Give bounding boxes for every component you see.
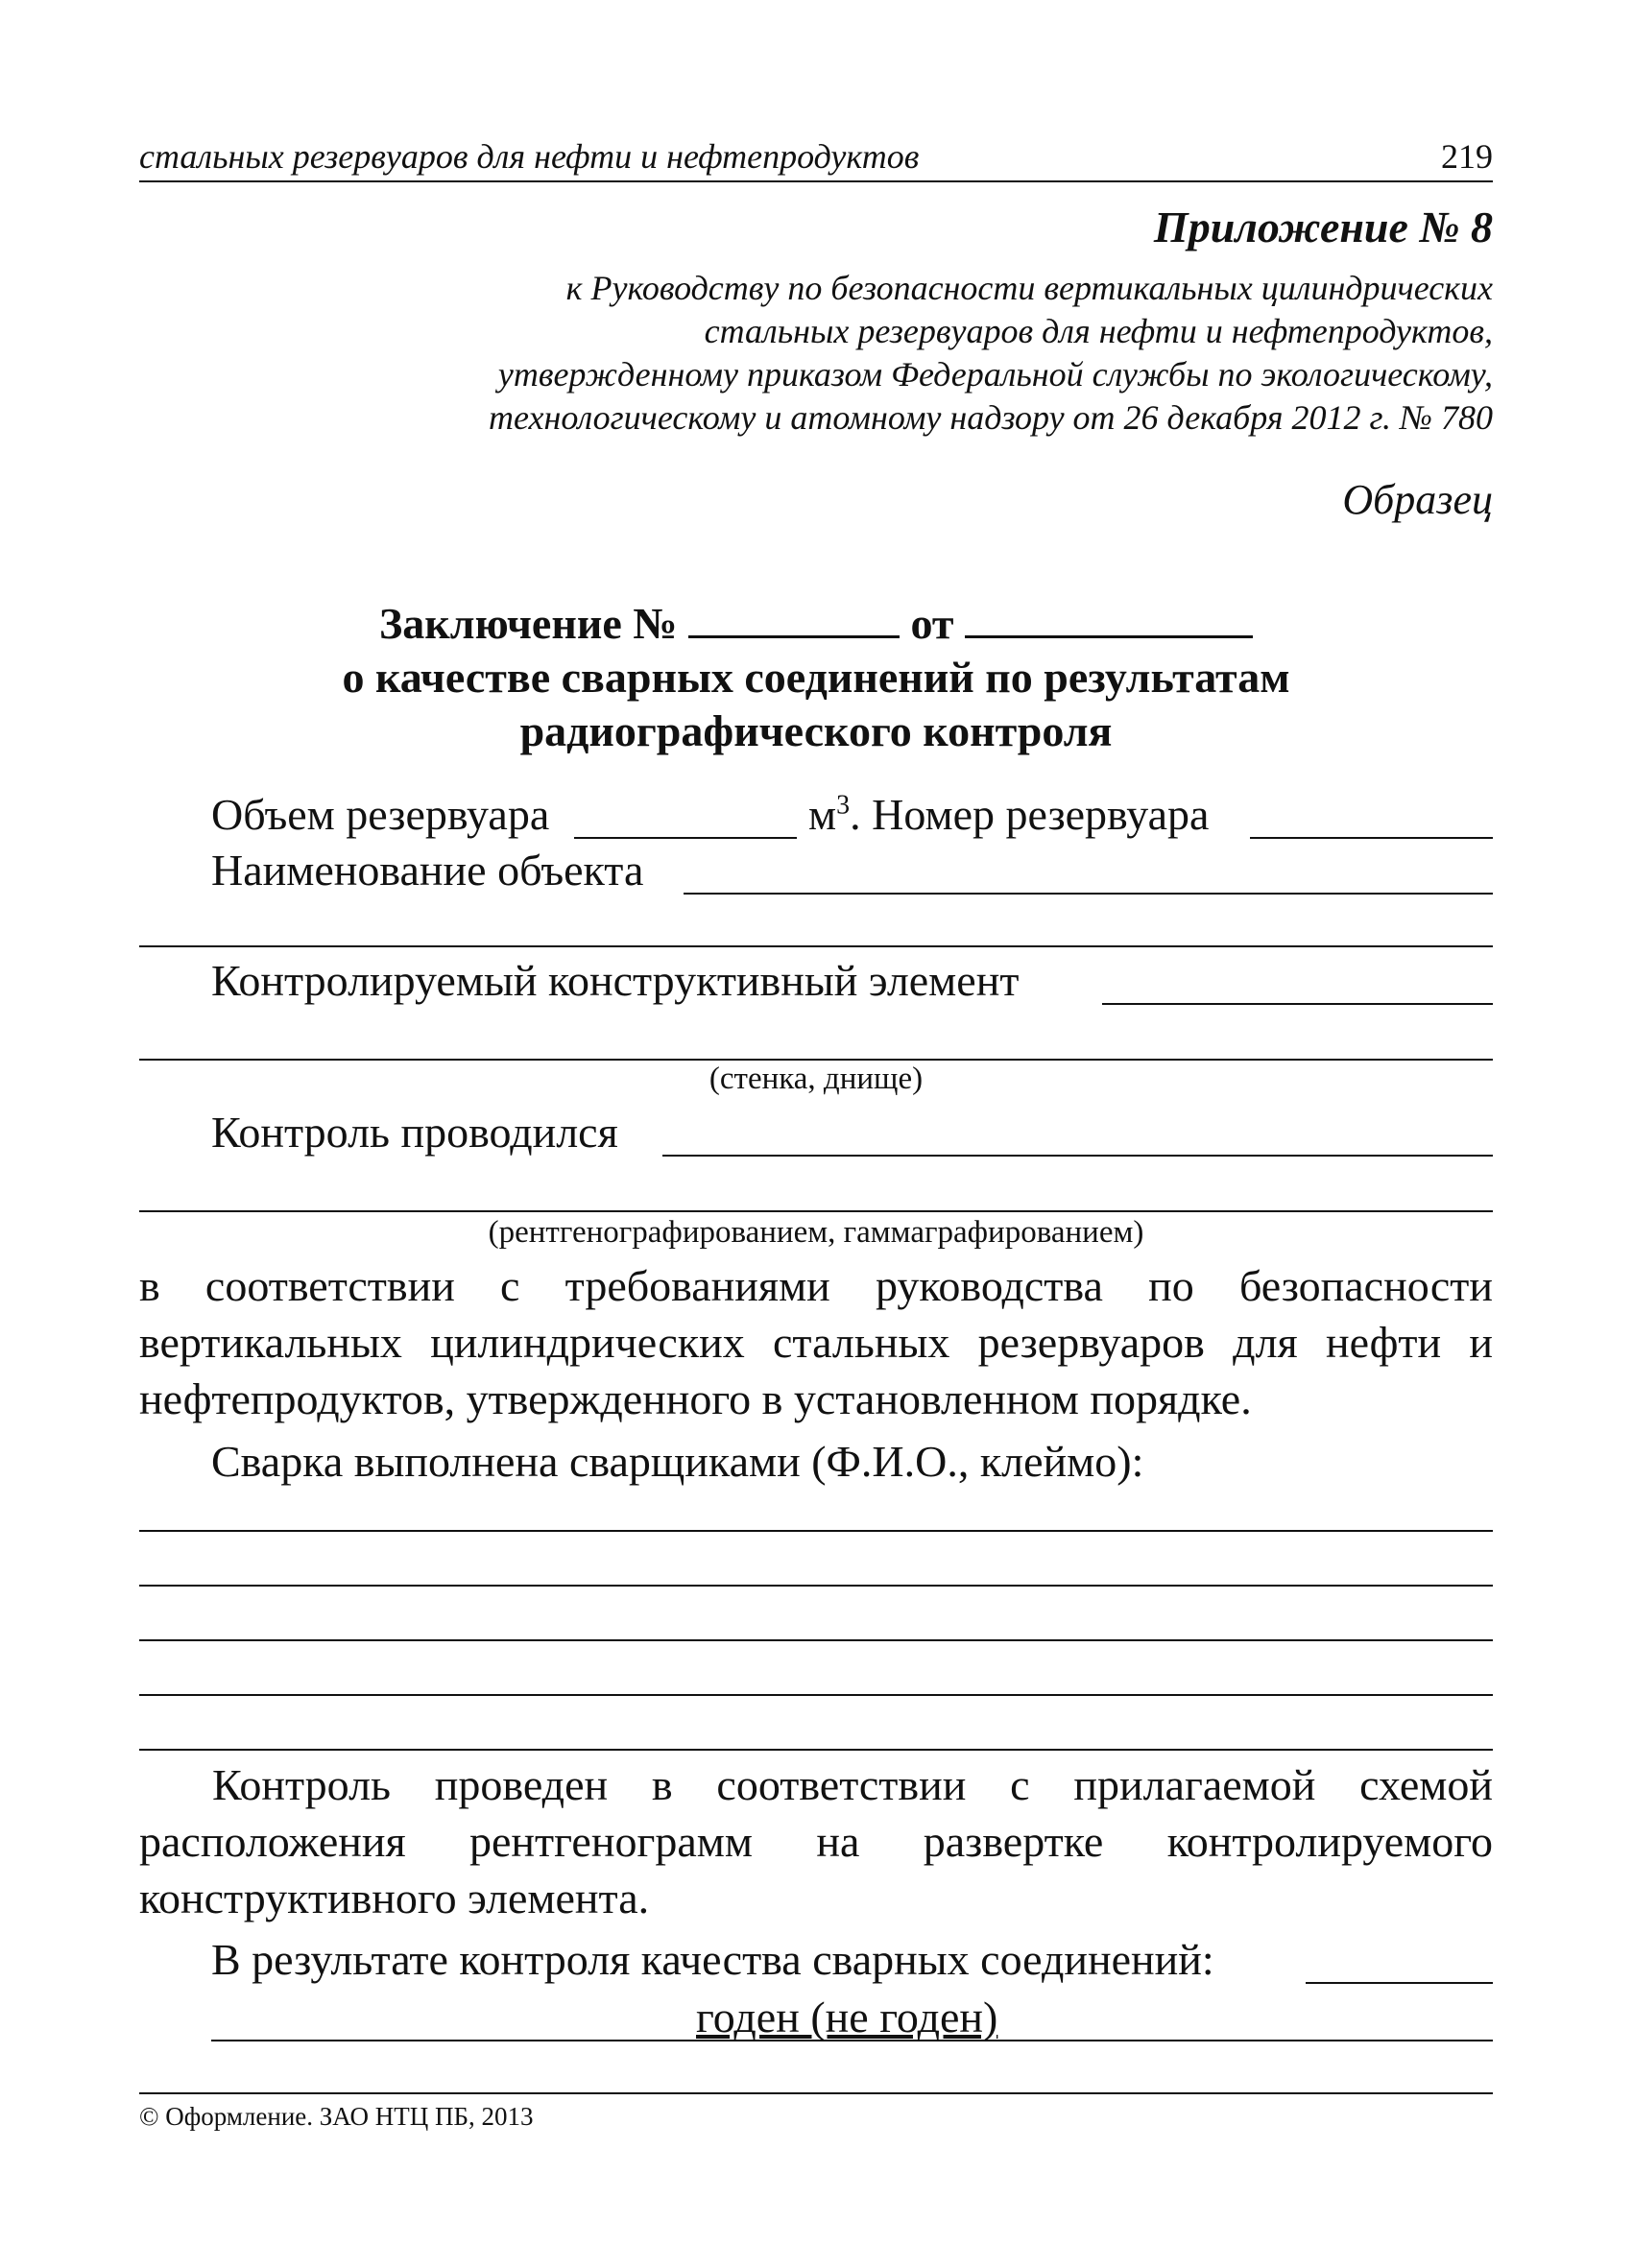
result-field[interactable] bbox=[1306, 1982, 1493, 1984]
tank-volume-field[interactable] bbox=[574, 837, 797, 839]
controlled-element-label: Контролируемый конструктивный элемент bbox=[211, 956, 1020, 1005]
running-header bbox=[139, 134, 1493, 182]
from-label: от bbox=[910, 599, 954, 648]
result-label: В результате контроля качества сварных соединений: bbox=[211, 1935, 1214, 1984]
welders-field-5[interactable] bbox=[139, 1749, 1493, 1751]
controlled-element-hint: (стенка, днище) bbox=[708, 1062, 924, 1096]
sample-label: Образец bbox=[1342, 476, 1493, 523]
object-name-line bbox=[211, 845, 643, 895]
heading-line-1 bbox=[288, 597, 1344, 651]
controlled-element-line bbox=[211, 955, 1019, 1006]
document-heading bbox=[288, 597, 1344, 758]
footer-rule bbox=[139, 2092, 1493, 2094]
tank-number-field[interactable] bbox=[1250, 837, 1493, 839]
heading-line-3: радиографического контроля bbox=[519, 706, 1113, 755]
result-line bbox=[211, 1934, 1214, 1985]
unit-exponent: 3 bbox=[836, 790, 851, 821]
welders-line bbox=[211, 1436, 1143, 1487]
appendix-reference-line: к Руководству по безопасности вертикальных цилиндрических bbox=[565, 269, 1493, 307]
conclusion-label: Заключение № bbox=[379, 599, 678, 648]
welders-field-1[interactable] bbox=[139, 1530, 1493, 1532]
tank-number-label: . Номер резервуара bbox=[850, 790, 1210, 839]
appendix-reference bbox=[245, 267, 1493, 440]
tank-volume-line bbox=[211, 789, 549, 840]
object-name-label: Наименование объекта bbox=[211, 846, 644, 895]
welders-field-4[interactable] bbox=[139, 1694, 1493, 1696]
welders-label: Сварка выполнена сварщиками (Ф.И.О., клеймо): bbox=[211, 1437, 1144, 1486]
page-number: 219 bbox=[1441, 137, 1493, 176]
running-header-title: стальных резервуаров для нефти и нефтепродуктов bbox=[139, 137, 920, 176]
welders-field-2[interactable] bbox=[139, 1585, 1493, 1587]
footer-copyright: © Оформление. ЗАО НТЦ ПБ, 2013 bbox=[139, 2102, 534, 2131]
control-method-line bbox=[211, 1107, 618, 1158]
tank-volume-label: Объем резервуара bbox=[211, 790, 550, 839]
welders-field-3[interactable] bbox=[139, 1639, 1493, 1641]
object-name-field[interactable] bbox=[684, 893, 1493, 895]
control-method-hint: (рентгенографированием, гаммаграфированием) bbox=[488, 1215, 1144, 1250]
verdict-text: годен (не годен) bbox=[696, 1993, 998, 2041]
appendix-title: Приложение № 8 bbox=[1153, 203, 1493, 251]
tank-number-line bbox=[808, 789, 1209, 840]
controlled-element-field-continuation[interactable] bbox=[139, 1059, 1493, 1061]
scheme-paragraph: Контроль проведен в соответствии с прилагаемой схемой расположения рентгенограмм на развертке контролируемого конструктивного элемента. bbox=[139, 1760, 1493, 1922]
control-method-field-continuation[interactable] bbox=[139, 1210, 1493, 1212]
object-name-field-continuation[interactable] bbox=[139, 945, 1493, 947]
conclusion-number-field[interactable] bbox=[688, 597, 900, 638]
appendix-reference-line: стальных резервуаров для нефти и нефтепродуктов, bbox=[704, 312, 1493, 350]
appendix-reference-line: утвержденному приказом Федеральной службы по экологическому, bbox=[497, 355, 1493, 394]
conclusion-date-field[interactable] bbox=[965, 597, 1253, 638]
control-method-field[interactable] bbox=[662, 1155, 1493, 1157]
heading-line-2: о качестве сварных соединений по результатам bbox=[342, 653, 1290, 702]
unit-label: м bbox=[808, 790, 837, 839]
controlled-element-field[interactable] bbox=[1102, 1003, 1493, 1005]
appendix-reference-line: технологическому и атомному надзору от 26 декабря 2012 г. № 780 bbox=[489, 398, 1493, 437]
control-method-label: Контроль проводился bbox=[211, 1108, 618, 1157]
compliance-paragraph: в соответствии с требованиями руководства по безопасности вертикальных цилиндрических стальных резервуаров для нефти и нефтепродуктов, утвержденного в установленном порядке. bbox=[139, 1261, 1493, 1423]
